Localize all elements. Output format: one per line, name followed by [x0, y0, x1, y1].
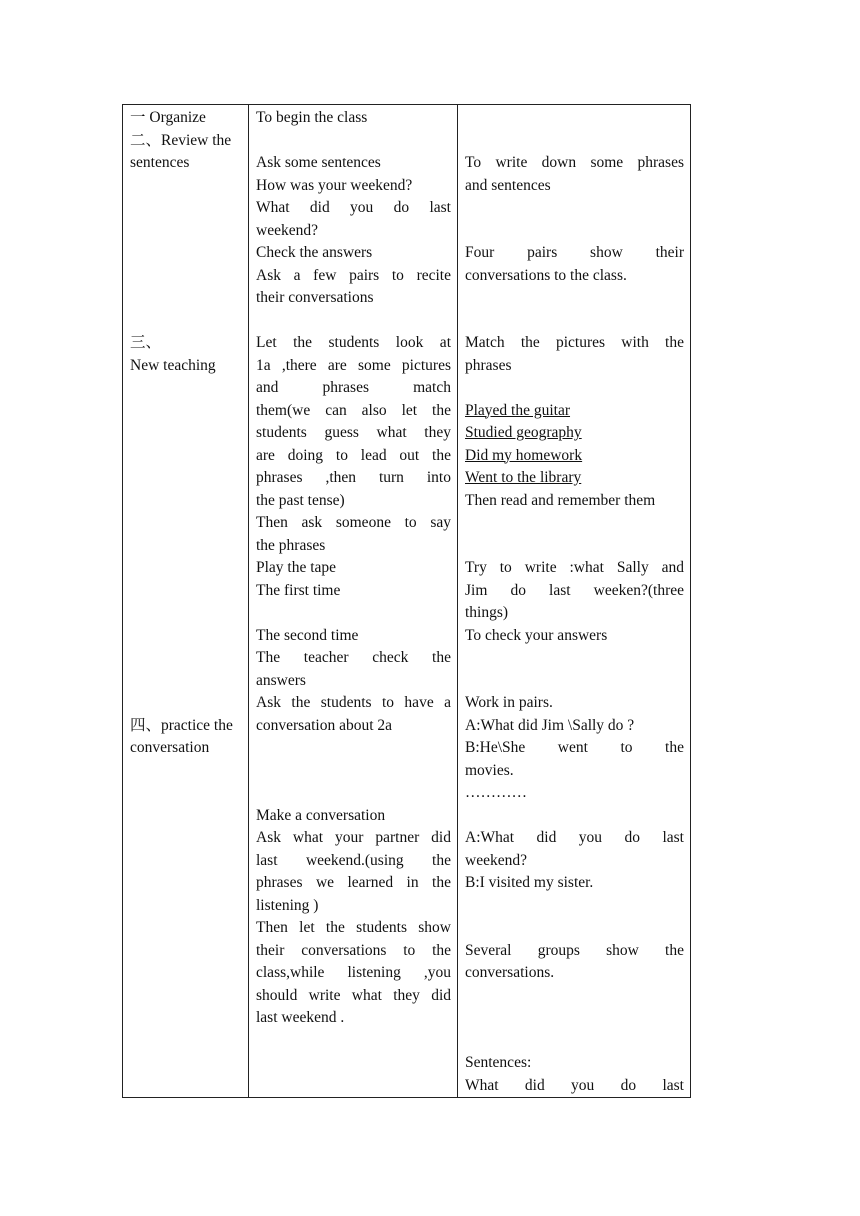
col3-text: Did my homework [465, 446, 583, 464]
blank-line [256, 737, 451, 760]
col2-text-line [256, 107, 451, 130]
blank-line [130, 310, 242, 333]
col3-text-line [465, 962, 684, 985]
blank-line [130, 535, 242, 558]
col2-text-line [256, 490, 451, 513]
col1-text-line [130, 737, 242, 760]
col2-text-line [256, 197, 451, 220]
procedure-cell [123, 105, 248, 760]
col2-text-line [256, 175, 451, 198]
blank-line [465, 805, 684, 828]
col2-text: phrases ,then turn into [256, 469, 451, 486]
blank-line [130, 557, 242, 580]
blank-line [130, 512, 242, 535]
col3-text: To write down some phrases [465, 154, 684, 171]
blank-line [130, 220, 242, 243]
col3-text-line [465, 242, 684, 265]
col2-text-line [256, 715, 451, 738]
blank-line [130, 467, 242, 490]
col2-text-line [256, 580, 451, 603]
col2-text: How was your weekend? [256, 176, 413, 194]
col1-text: 三、 [130, 334, 162, 351]
student-activity-column [458, 105, 691, 1098]
col1-text: sentences [130, 154, 190, 171]
col2-text-line [256, 242, 451, 265]
col3-text-line [465, 737, 684, 760]
col2-text: Play the tape [256, 559, 337, 576]
col3-text: Work in pairs. [465, 694, 553, 711]
col2-text-line [256, 827, 451, 850]
blank-line [465, 107, 684, 130]
blank-line [465, 917, 684, 940]
blank-line [130, 287, 242, 310]
blank-line [465, 287, 684, 310]
blank-line [130, 602, 242, 625]
blank-line [256, 782, 451, 805]
col1-text-line [130, 332, 242, 355]
col3-text-line [465, 872, 684, 895]
col2-text: students guess what they [256, 424, 451, 441]
blank-line [130, 175, 242, 198]
col3-text: A:What did you do last [465, 829, 684, 846]
col1-text: conversation [130, 739, 210, 756]
col2-text: Let the students look at [256, 334, 451, 351]
col2-text: their conversations to the [256, 941, 451, 959]
col3-text-line [465, 557, 684, 580]
col3-text: ………… [465, 784, 527, 801]
col3-text: Four pairs show their [465, 244, 684, 261]
col3-text: movies. [465, 761, 514, 779]
col2-text: last weekend.(using the [256, 851, 451, 869]
col2-text-line [256, 400, 451, 423]
col2-text: their conversations [256, 289, 374, 306]
col3-text: Then read and remember them [465, 491, 656, 509]
col2-text-line [256, 940, 451, 963]
col3-text: Studied geography [465, 424, 582, 441]
col2-text-line [256, 220, 451, 243]
col2-text-line [256, 647, 451, 670]
blank-line [130, 580, 242, 603]
blank-line [465, 377, 684, 400]
col1-text-line [130, 715, 242, 738]
col3-text-line [465, 422, 684, 445]
col2-text: class,while listening ,you [256, 964, 451, 981]
blank-line [256, 602, 451, 625]
col2-text: answers [256, 671, 306, 689]
col2-text-line [256, 332, 451, 355]
col2-text-line [256, 265, 451, 288]
blank-line [256, 310, 451, 333]
col2-text: Ask a few pairs to recite [256, 266, 451, 284]
col3-text: Try to write :what Sally and [465, 559, 684, 576]
col2-text-line [256, 872, 451, 895]
col3-text: phrases [465, 356, 512, 374]
col3-text-line [465, 1075, 684, 1098]
col2-text-line [256, 805, 451, 828]
col3-text-line [465, 467, 684, 490]
col2-text: Make a conversation [256, 806, 386, 824]
col3-text-line [465, 715, 684, 738]
blank-line [130, 647, 242, 670]
col2-text: should write what they did [256, 986, 451, 1004]
col1-text: 一 Organize [130, 109, 206, 126]
blank-line [130, 377, 242, 400]
col2-text-line [256, 377, 451, 400]
blank-line [130, 490, 242, 513]
col2-text-line [256, 895, 451, 918]
blank-line [465, 1007, 684, 1030]
col2-text: last weekend . [256, 1009, 345, 1026]
col2-text-line [256, 692, 451, 715]
col2-text: The second time [256, 626, 359, 644]
blank-line [130, 445, 242, 468]
col2-text-line [256, 850, 451, 873]
blank-line [130, 670, 242, 693]
col3-text: Played the guitar [465, 401, 571, 419]
col3-text-line [465, 602, 684, 625]
col3-text-line [465, 827, 684, 850]
col2-text-line [256, 962, 451, 985]
col3-text: and sentences [465, 176, 551, 194]
blank-line [465, 130, 684, 153]
col2-text-line [256, 625, 451, 648]
table-row [123, 105, 691, 1098]
blank-line [465, 220, 684, 243]
col2-text: the past tense) [256, 491, 345, 509]
teacher-activity-column [249, 105, 458, 1098]
col3-text-line [465, 1052, 684, 1075]
col2-text-line [256, 512, 451, 535]
student-activity-cell [458, 105, 690, 1097]
col2-text: Ask what your partner did [256, 829, 451, 846]
blank-line [465, 670, 684, 693]
blank-line [465, 1030, 684, 1053]
col3-text-line [465, 175, 684, 198]
col3-text-line [465, 580, 684, 603]
procedure-column [123, 105, 249, 1098]
col3-text: Went to the library [465, 469, 582, 486]
col2-text-line [256, 670, 451, 693]
col2-text: Then ask someone to say [256, 514, 451, 531]
col2-text-line [256, 1007, 451, 1030]
col3-text-line [465, 400, 684, 423]
col3-text-line [465, 355, 684, 378]
col2-text: and phrases match [256, 379, 451, 396]
col1-text: 二、Review the [130, 131, 232, 149]
col3-text-line [465, 152, 684, 175]
col2-text: conversation about 2a [256, 716, 393, 734]
col2-text-line [256, 557, 451, 580]
col3-text-line [465, 850, 684, 873]
col3-text-line [465, 760, 684, 783]
col3-text-line [465, 940, 684, 963]
blank-line [130, 422, 242, 445]
blank-line [256, 760, 451, 783]
col3-text: To check your answers [465, 626, 608, 644]
blank-line [130, 400, 242, 423]
col1-text-line [130, 107, 242, 130]
blank-line [465, 197, 684, 220]
col2-text-line [256, 535, 451, 558]
col2-text: What did you do last [256, 199, 451, 216]
col2-text: the phrases [256, 536, 326, 554]
col3-text: A:What did Jim \Sally do ? [465, 716, 635, 734]
col3-text: conversations. [465, 964, 555, 981]
col3-text-line [465, 490, 684, 513]
col3-text-line [465, 265, 684, 288]
col2-text: The teacher check the [256, 649, 451, 666]
col2-text: Check the answers [256, 244, 373, 261]
col3-text: weekend? [465, 851, 527, 869]
col3-text: Several groups show the [465, 941, 684, 959]
blank-line [130, 242, 242, 265]
blank-line [465, 647, 684, 670]
col2-text: phrases we learned in the [256, 874, 451, 891]
col1-text-line [130, 130, 242, 153]
col3-text-line [465, 782, 684, 805]
col3-text: Match the pictures with the [465, 334, 684, 351]
col2-text-line [256, 985, 451, 1008]
lesson-plan-table [122, 104, 691, 1098]
col2-text: them(we can also let the [256, 401, 451, 419]
col1-text-line [130, 355, 242, 378]
blank-line [130, 692, 242, 715]
col3-text: B:I visited my sister. [465, 874, 594, 891]
blank-line [465, 985, 684, 1008]
teacher-activity-cell [249, 105, 457, 1030]
col3-text: What did you do last [465, 1076, 684, 1094]
col3-text-line [465, 692, 684, 715]
col3-text: conversations to the class. [465, 266, 627, 284]
col2-text-line [256, 287, 451, 310]
blank-line [465, 535, 684, 558]
blank-line [130, 625, 242, 648]
col2-text-line [256, 917, 451, 940]
col3-text-line [465, 332, 684, 355]
col3-text: B:He\She went to the [465, 739, 684, 756]
blank-line [465, 310, 684, 333]
col2-text: Then let the students show [256, 919, 451, 936]
col2-text-line [256, 467, 451, 490]
blank-line [465, 512, 684, 535]
col1-text-line [130, 152, 242, 175]
col2-text-line [256, 152, 451, 175]
col2-text-line [256, 355, 451, 378]
col3-text: Jim do last weeken?(three [465, 581, 684, 599]
col3-text: things) [465, 604, 509, 621]
blank-line [130, 265, 242, 288]
col2-text: are doing to lead out the [256, 446, 451, 464]
col3-text-line [465, 625, 684, 648]
col2-text: Ask the students to have a [256, 694, 451, 711]
col2-text: listening ) [256, 896, 319, 914]
col2-text: weekend? [256, 221, 318, 239]
col3-text-line [465, 445, 684, 468]
col3-text: Sentences: [465, 1054, 532, 1071]
col2-text: Ask some sentences [256, 154, 381, 171]
col2-text-line [256, 445, 451, 468]
col1-text: 四、practice the [130, 716, 233, 734]
col2-text: 1a ,there are some pictures [256, 356, 451, 374]
col2-text-line [256, 422, 451, 445]
blank-line [465, 895, 684, 918]
col2-text: To begin the class [256, 109, 368, 126]
blank-line [256, 130, 451, 153]
blank-line [130, 197, 242, 220]
col2-text: The first time [256, 581, 341, 599]
col1-text: New teaching [130, 356, 216, 374]
